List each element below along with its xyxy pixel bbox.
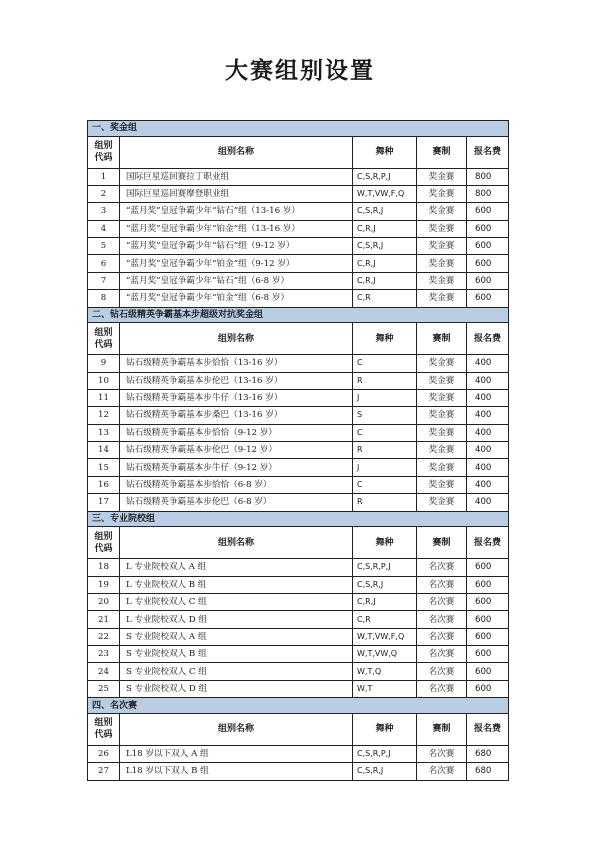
dance-types: C,R,J	[353, 255, 417, 272]
entry-fee: 800	[467, 185, 509, 202]
group-name: “蓝月奖”皇冠争霸少年“铂金”组（9-12 岁）	[120, 255, 353, 272]
table-row	[88, 168, 509, 185]
entry-fee: 400	[467, 494, 509, 511]
competition-format: 奖金赛	[417, 476, 467, 493]
group-code: 7	[88, 272, 120, 289]
column-header-row	[88, 713, 509, 745]
group-name: S 专业院校双人 A 组	[120, 628, 353, 645]
dance-types: C	[353, 476, 417, 493]
group-code: 6	[88, 255, 120, 272]
dance-types: C,R,J	[353, 593, 417, 610]
dance-header: 舞种	[353, 136, 417, 168]
code-header: 组别代码	[88, 136, 120, 168]
group-code: 12	[88, 407, 120, 424]
competition-format: 名次赛	[417, 745, 467, 762]
group-code: 26	[88, 745, 120, 762]
format-header: 赛制	[417, 323, 467, 355]
dance-types: R	[353, 442, 417, 459]
entry-fee: 600	[467, 593, 509, 610]
group-name: L 专业院校双人 C 组	[120, 593, 353, 610]
group-code: 21	[88, 611, 120, 628]
group-code: 19	[88, 576, 120, 593]
dance-types: W,T,Q	[353, 663, 417, 680]
group-name: L18 岁以下双人 A 组	[120, 745, 353, 762]
group-name: 钻石级精英争霸基本步伦巴（9-12 岁）	[120, 442, 353, 459]
group-code: 18	[88, 559, 120, 576]
group-name: S 专业院校双人 B 组	[120, 646, 353, 663]
entry-fee: 600	[467, 559, 509, 576]
dance-types: C,R,J	[353, 220, 417, 237]
name-header: 组别名称	[120, 136, 353, 168]
dance-types: W,T,VW,F,Q	[353, 185, 417, 202]
competition-format: 名次赛	[417, 680, 467, 697]
table-row	[88, 476, 509, 493]
table-row	[88, 576, 509, 593]
entry-fee: 800	[467, 168, 509, 185]
competition-format: 奖金赛	[417, 442, 467, 459]
table-row	[88, 389, 509, 406]
group-name: 钻石级精英争霸基本步恰恰（6-8 岁）	[120, 476, 353, 493]
group-name: L 专业院校双人 B 组	[120, 576, 353, 593]
competition-format: 奖金赛	[417, 389, 467, 406]
group-name: L 专业院校双人 A 组	[120, 559, 353, 576]
group-code: 24	[88, 663, 120, 680]
group-name: “蓝月奖”皇冠争霸少年“钻石”组（9-12 岁）	[120, 238, 353, 255]
table-row	[88, 663, 509, 680]
entry-fee: 400	[467, 372, 509, 389]
group-code: 20	[88, 593, 120, 610]
table-row	[88, 407, 509, 424]
group-code: 4	[88, 220, 120, 237]
dance-types: W,T,VW,Q	[353, 646, 417, 663]
dance-header: 舞种	[353, 713, 417, 745]
group-code: 13	[88, 424, 120, 441]
group-code: 9	[88, 355, 120, 372]
entry-fee: 400	[467, 442, 509, 459]
table-row	[88, 372, 509, 389]
entry-fee: 600	[467, 576, 509, 593]
entry-fee: 600	[467, 238, 509, 255]
competition-format: 名次赛	[417, 663, 467, 680]
dance-types: C,S,R,P,J	[353, 168, 417, 185]
competition-format: 名次赛	[417, 763, 467, 780]
section-header-row	[88, 307, 509, 323]
group-code: 17	[88, 494, 120, 511]
entry-fee: 400	[467, 407, 509, 424]
group-code: 10	[88, 372, 120, 389]
table-row	[88, 203, 509, 220]
code-header: 组别代码	[88, 527, 120, 559]
group-code: 1	[88, 168, 120, 185]
entry-fee: 600	[467, 646, 509, 663]
group-code: 22	[88, 628, 120, 645]
competition-format: 名次赛	[417, 593, 467, 610]
column-header-row	[88, 527, 509, 559]
format-header: 赛制	[417, 527, 467, 559]
competition-format: 奖金赛	[417, 459, 467, 476]
competition-format: 奖金赛	[417, 424, 467, 441]
entry-fee: 680	[467, 745, 509, 762]
dance-types: C,S,R,J	[353, 763, 417, 780]
table-row	[88, 442, 509, 459]
group-name: 钻石级精英争霸基本步牛仔（13-16 岁）	[120, 389, 353, 406]
competition-format: 奖金赛	[417, 255, 467, 272]
entry-fee: 600	[467, 255, 509, 272]
group-name: L18 岁以下双人 B 组	[120, 763, 353, 780]
competition-format: 名次赛	[417, 646, 467, 663]
table-row	[88, 272, 509, 289]
group-name: 钻石级精英争霸基本步伦巴（6-8 岁）	[120, 494, 353, 511]
section-title: 三、专业院校组	[88, 511, 509, 527]
competition-format: 奖金赛	[417, 272, 467, 289]
group-code: 3	[88, 203, 120, 220]
competition-format: 名次赛	[417, 628, 467, 645]
dance-types: C,R	[353, 611, 417, 628]
group-name: 国际巨星巡回赛拉丁职业组	[120, 168, 353, 185]
dance-types: C,R	[353, 290, 417, 307]
dance-types: C,S,R,P,J	[353, 559, 417, 576]
competition-format: 奖金赛	[417, 407, 467, 424]
section-header-row	[88, 511, 509, 527]
table-row	[88, 559, 509, 576]
group-name: 钻石级精英争霸基本步恰恰（9-12 岁）	[120, 424, 353, 441]
fee-header: 报名费	[467, 527, 509, 559]
group-name: S 专业院校双人 D 组	[120, 680, 353, 697]
name-header: 组别名称	[120, 527, 353, 559]
group-name: 钻石级精英争霸基本步桑巴（13-16 岁）	[120, 407, 353, 424]
group-code: 5	[88, 238, 120, 255]
dance-types: C,S,R,J	[353, 238, 417, 255]
entry-fee: 600	[467, 663, 509, 680]
table-row	[88, 680, 509, 697]
group-name: 钻石级精英争霸基本步伦巴（13-16 岁）	[120, 372, 353, 389]
group-code: 8	[88, 290, 120, 307]
entry-fee: 400	[467, 476, 509, 493]
competition-format: 名次赛	[417, 611, 467, 628]
table-row	[88, 238, 509, 255]
entry-fee: 600	[467, 220, 509, 237]
dance-types: R	[353, 494, 417, 511]
dance-types: W,T,VW,F,Q	[353, 628, 417, 645]
column-header-row	[88, 136, 509, 168]
dance-types: W,T	[353, 680, 417, 697]
group-code: 2	[88, 185, 120, 202]
name-header: 组别名称	[120, 713, 353, 745]
section-title: 一、奖金组	[88, 121, 509, 137]
group-code: 25	[88, 680, 120, 697]
table-row	[88, 290, 509, 307]
table-row	[88, 593, 509, 610]
competition-format: 名次赛	[417, 559, 467, 576]
section-title: 四、名次赛	[88, 698, 509, 714]
competition-format: 奖金赛	[417, 203, 467, 220]
group-code: 23	[88, 646, 120, 663]
entry-fee: 600	[467, 290, 509, 307]
fee-header: 报名费	[467, 713, 509, 745]
table-row	[88, 459, 509, 476]
competition-format: 奖金赛	[417, 220, 467, 237]
competition-groups-table	[87, 120, 509, 781]
group-name: L 专业院校双人 D 组	[120, 611, 353, 628]
group-name: “蓝月奖”皇冠争霸少年“铂金”组（13-16 岁）	[120, 220, 353, 237]
code-header: 组别代码	[88, 713, 120, 745]
fee-header: 报名费	[467, 136, 509, 168]
section-header-row	[88, 698, 509, 714]
entry-fee: 600	[467, 272, 509, 289]
format-header: 赛制	[417, 136, 467, 168]
dance-types: C,R,J	[353, 272, 417, 289]
group-name: “蓝月奖”皇冠争霸少年“钻石”组（6-8 岁）	[120, 272, 353, 289]
table-row	[88, 355, 509, 372]
dance-types: S	[353, 407, 417, 424]
group-code: 27	[88, 763, 120, 780]
column-header-row	[88, 323, 509, 355]
table-row	[88, 628, 509, 645]
table-row	[88, 611, 509, 628]
table-row	[88, 255, 509, 272]
group-code: 14	[88, 442, 120, 459]
page-title: 大赛组别设置	[225, 58, 375, 84]
competition-format: 奖金赛	[417, 372, 467, 389]
dance-types: C,S,R,J	[353, 203, 417, 220]
table-row	[88, 745, 509, 762]
group-name: 钻石级精英争霸基本步恰恰（13-16 岁）	[120, 355, 353, 372]
group-name: S 专业院校双人 C 组	[120, 663, 353, 680]
competition-format: 奖金赛	[417, 494, 467, 511]
table-row	[88, 424, 509, 441]
entry-fee: 400	[467, 389, 509, 406]
table-row	[88, 185, 509, 202]
group-code: 16	[88, 476, 120, 493]
competition-format: 奖金赛	[417, 290, 467, 307]
format-header: 赛制	[417, 713, 467, 745]
competition-format: 名次赛	[417, 576, 467, 593]
entry-fee: 400	[467, 355, 509, 372]
entry-fee: 400	[467, 459, 509, 476]
group-name: “蓝月奖”皇冠争霸少年“铂金”组（6-8 岁）	[120, 290, 353, 307]
competition-format: 奖金赛	[417, 185, 467, 202]
table-row	[88, 763, 509, 780]
entry-fee: 400	[467, 424, 509, 441]
dance-header: 舞种	[353, 323, 417, 355]
dance-types: C,S,R,J	[353, 576, 417, 593]
code-header: 组别代码	[88, 323, 120, 355]
table-row	[88, 494, 509, 511]
group-code: 15	[88, 459, 120, 476]
dance-types: J	[353, 459, 417, 476]
entry-fee: 600	[467, 680, 509, 697]
dance-types: C	[353, 424, 417, 441]
entry-fee: 600	[467, 203, 509, 220]
dance-types: C,S,R,P,J	[353, 745, 417, 762]
name-header: 组别名称	[120, 323, 353, 355]
entry-fee: 600	[467, 628, 509, 645]
competition-format: 奖金赛	[417, 238, 467, 255]
group-name: 国际巨星巡回赛摩登职业组	[120, 185, 353, 202]
dance-types: C	[353, 355, 417, 372]
competition-format: 奖金赛	[417, 355, 467, 372]
section-header-row	[88, 121, 509, 137]
section-title: 二、钻石级精英争霸基本步超级对抗奖金组	[88, 307, 509, 323]
fee-header: 报名费	[467, 323, 509, 355]
dance-types: J	[353, 389, 417, 406]
table-row	[88, 220, 509, 237]
table-row	[88, 646, 509, 663]
group-name: “蓝月奖”皇冠争霸少年“钻石”组（13-16 岁）	[120, 203, 353, 220]
competition-format: 奖金赛	[417, 168, 467, 185]
group-name: 钻石级精英争霸基本步牛仔（9-12 岁）	[120, 459, 353, 476]
dance-header: 舞种	[353, 527, 417, 559]
entry-fee: 680	[467, 763, 509, 780]
entry-fee: 600	[467, 611, 509, 628]
group-code: 11	[88, 389, 120, 406]
dance-types: R	[353, 372, 417, 389]
